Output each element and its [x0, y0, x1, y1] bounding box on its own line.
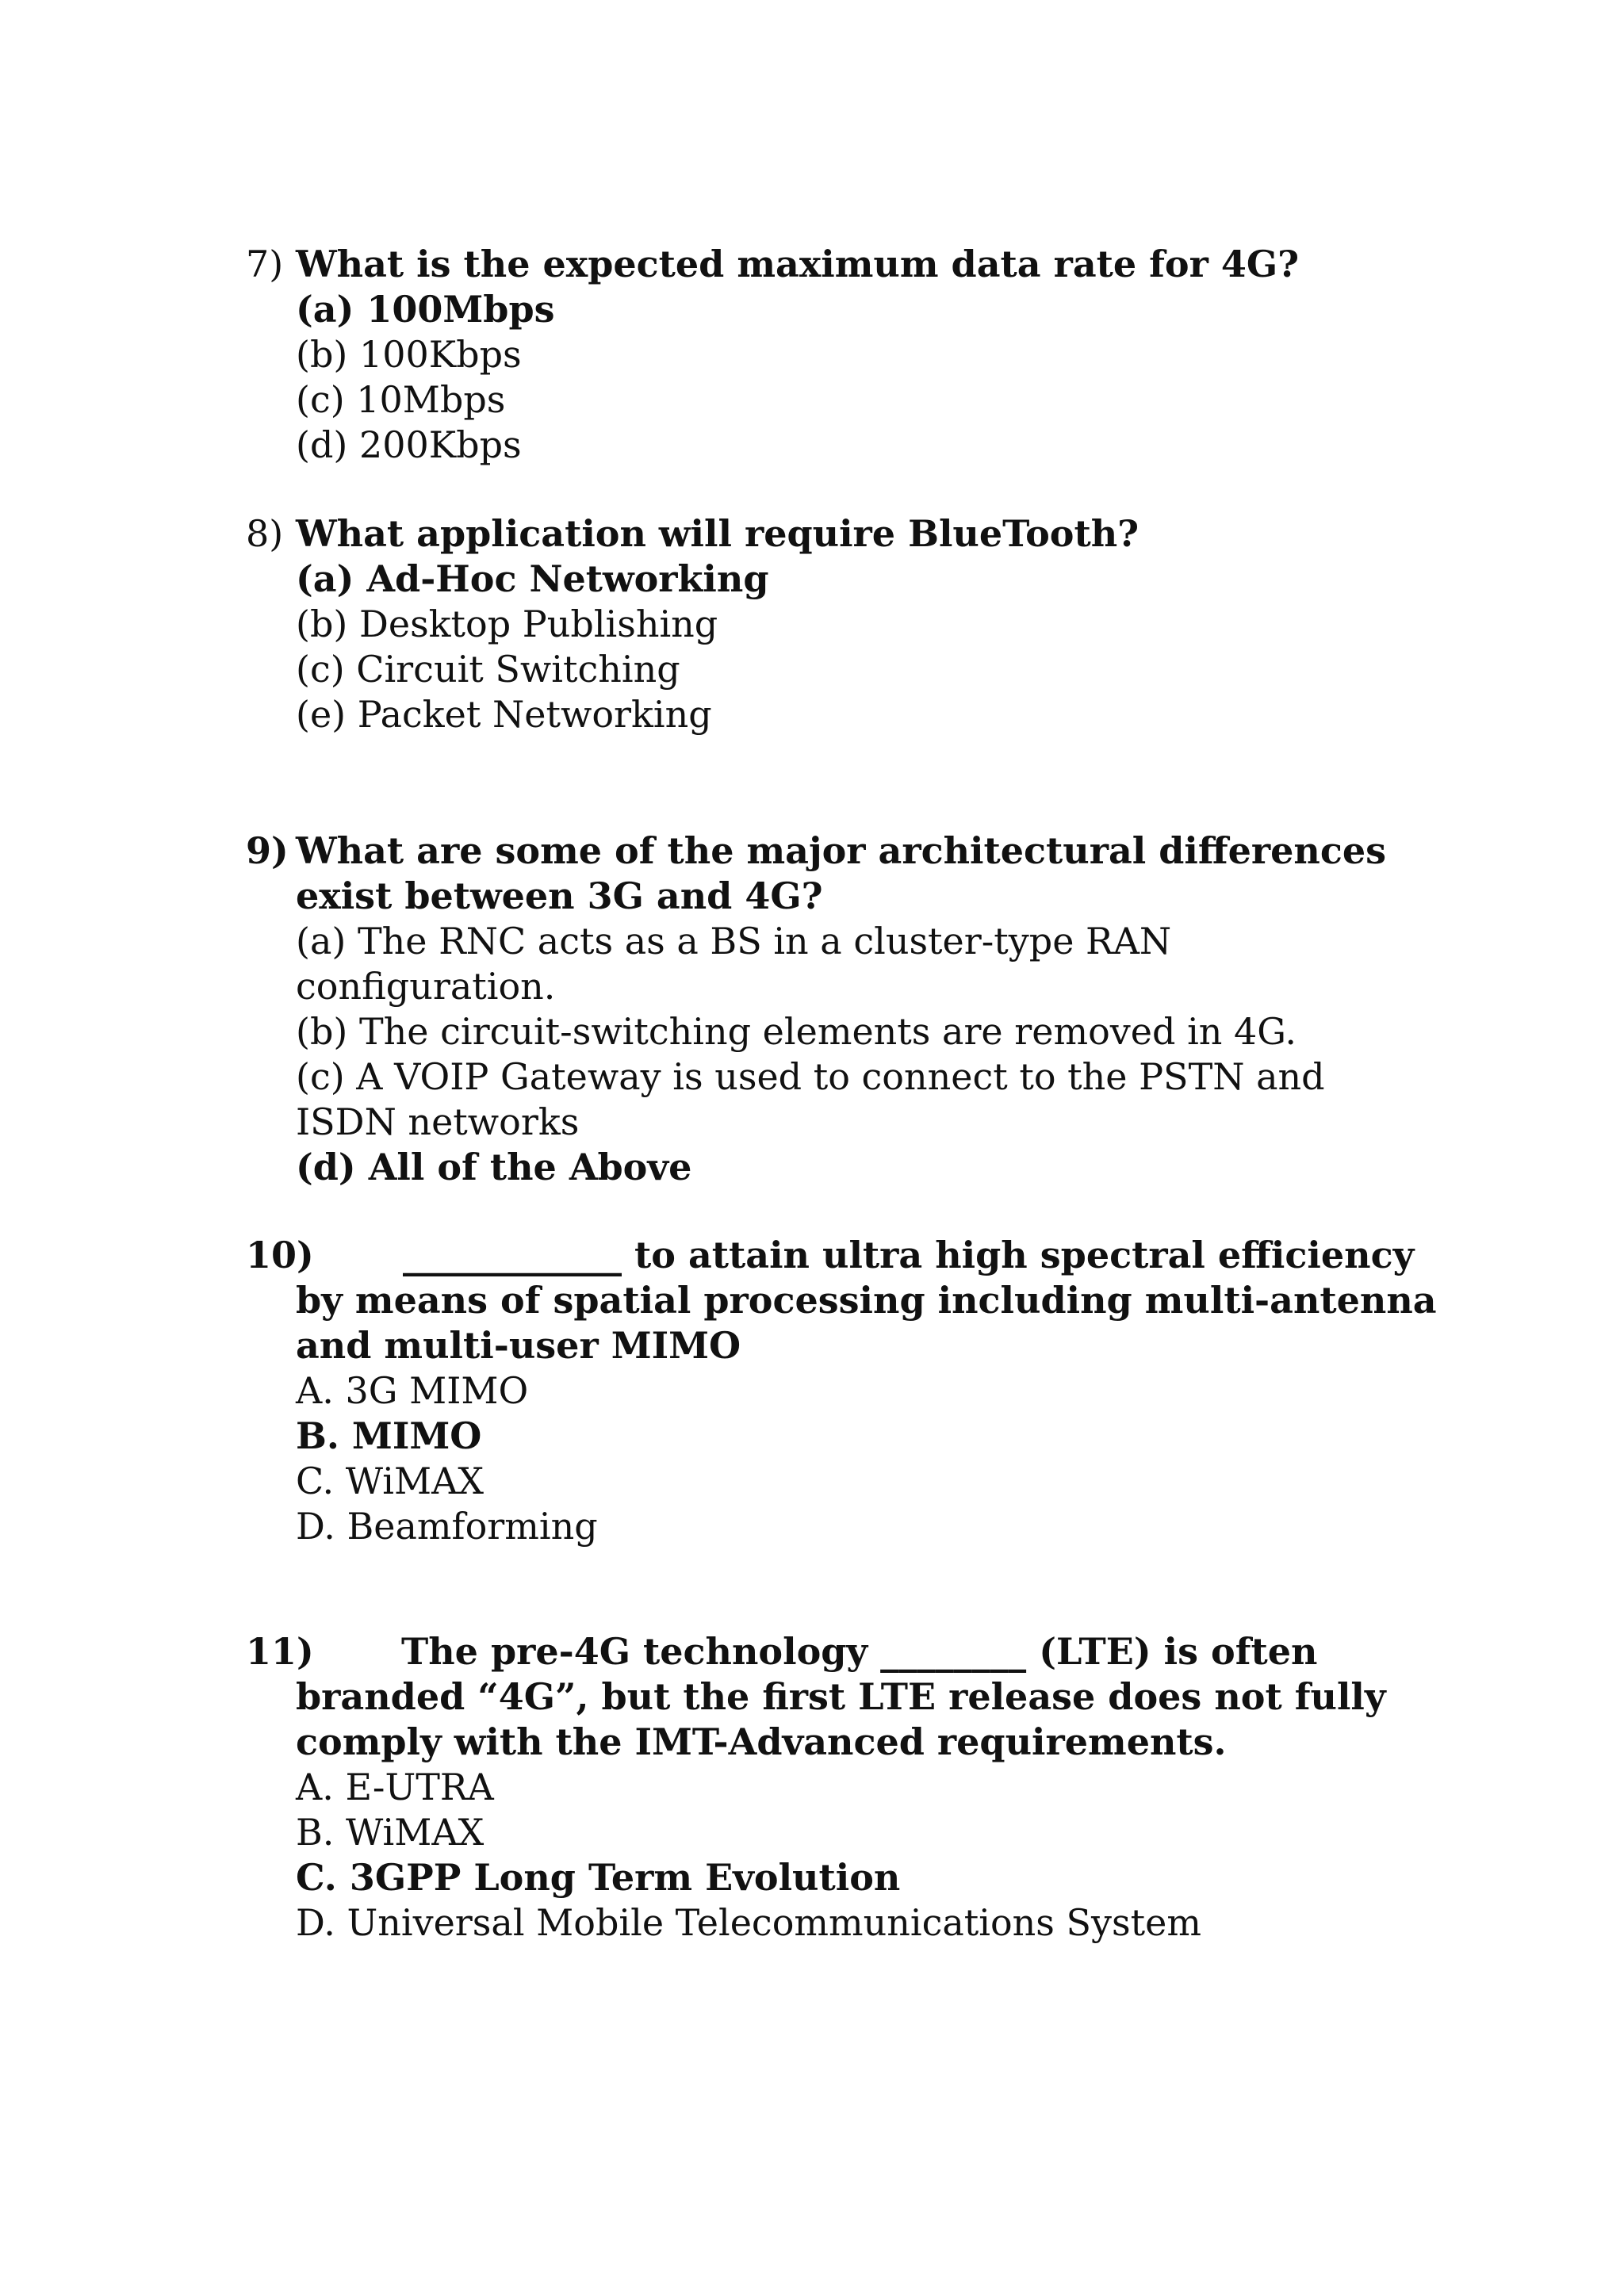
option-d: (d) All of the Above — [296, 1146, 692, 1188]
option-c: C. 3GPP Long Term Evolution — [296, 1856, 901, 1899]
option-b: B. WiMAX — [296, 1811, 485, 1854]
question-number: 11) — [246, 1630, 314, 1673]
option-a: A. 3G MIMO — [296, 1369, 529, 1412]
option-b: B. MIMO — [296, 1414, 482, 1457]
question-stem-continued: and multi-user MIMO — [296, 1324, 741, 1367]
question-7 — [246, 242, 1435, 468]
question-8 — [246, 511, 1435, 737]
question-stem — [246, 242, 1435, 287]
question-stem — [246, 1629, 1435, 1674]
option-d: (d) 200Kbps — [296, 423, 522, 466]
option-d: D. Beamforming — [296, 1505, 598, 1548]
option-d: D. Universal Mobile Telecommunications System — [296, 1901, 1201, 1944]
option-a-continued: configuration. — [296, 965, 556, 1008]
question-stem-text: ____________ to attain ultra high spectral efficiency — [403, 1234, 1415, 1276]
option-c: C. WiMAX — [296, 1460, 485, 1502]
question-number: 7) — [246, 243, 284, 285]
question-number: 8) — [246, 512, 284, 555]
question-stem-continued: by means of spatial processing including multi-antenna — [296, 1279, 1437, 1322]
question-stem-text: What are some of the major architectural differences — [296, 829, 1387, 872]
option-e: (e) Packet Networking — [296, 693, 712, 736]
question-stem-text: The pre-4G technology ________ (LTE) is often — [401, 1630, 1318, 1673]
question-stem-continued: exist between 3G and 4G? — [296, 874, 823, 917]
question-stem-text: What application will require BlueTooth? — [296, 512, 1139, 555]
question-number: 9) — [246, 829, 289, 872]
question-stem — [246, 1233, 1435, 1278]
option-c: (c) 10Mbps — [296, 378, 506, 421]
question-stem-text: What is the expected maximum data rate for 4G? — [296, 243, 1300, 285]
question-stem-continued: comply with the IMT-Advanced requirements. — [296, 1720, 1227, 1763]
option-a: A. E-UTRA — [296, 1766, 494, 1808]
question-stem — [246, 828, 1435, 874]
option-a: (a) Ad-Hoc Networking — [296, 557, 769, 600]
question-11 — [246, 1629, 1435, 1946]
option-b: (b) 100Kbps — [296, 333, 522, 376]
question-number: 10) — [246, 1234, 314, 1276]
option-c: (c) A VOIP Gateway is used to connect to the PSTN and — [296, 1055, 1325, 1098]
option-a: (a) 100Mbps — [296, 288, 555, 331]
option-c: (c) Circuit Switching — [296, 648, 680, 691]
option-c-continued: ISDN networks — [296, 1100, 580, 1143]
option-b: (b) The circuit-switching elements are removed in 4G. — [296, 1010, 1297, 1053]
option-b: (b) Desktop Publishing — [296, 603, 718, 645]
question-stem-continued: branded “4G”, but the first LTE release does not fully — [296, 1675, 1386, 1718]
question-10 — [246, 1233, 1435, 1549]
question-stem — [246, 511, 1435, 557]
question-9 — [246, 828, 1435, 1190]
option-a: (a) The RNC acts as a BS in a cluster-type RAN — [296, 920, 1172, 962]
